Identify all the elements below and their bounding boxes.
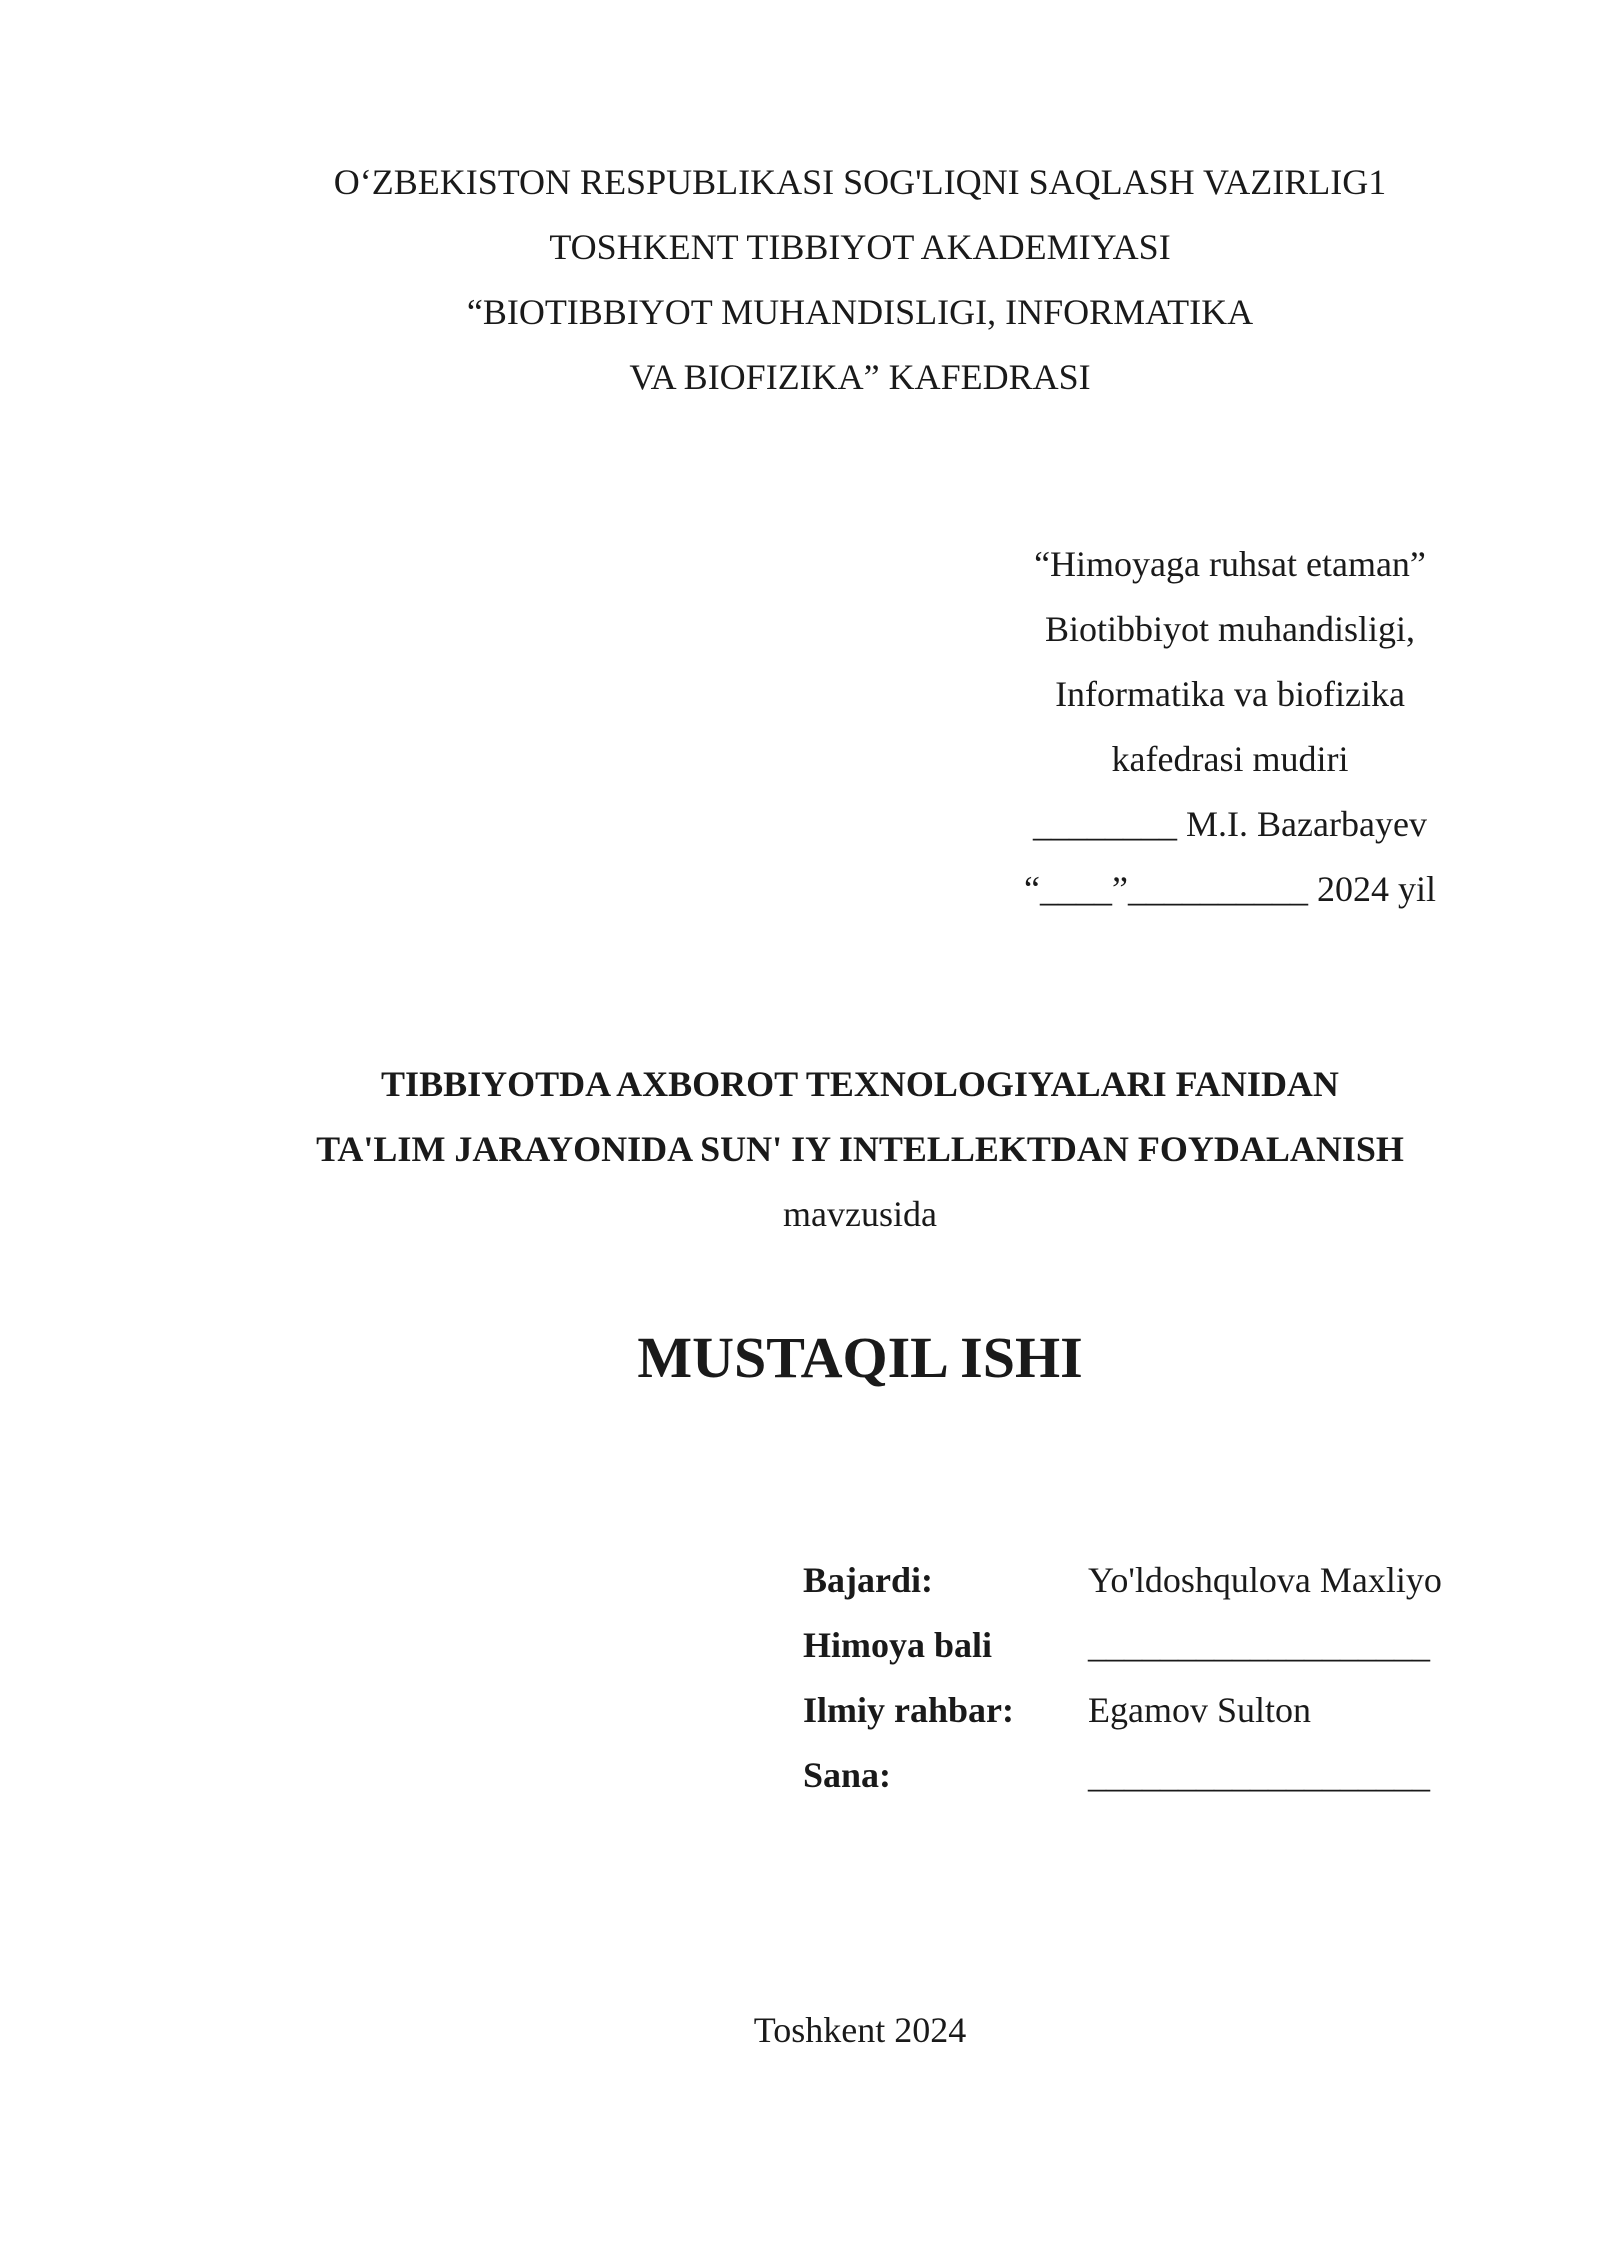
- info-label: Bajardi:: [803, 1560, 933, 1600]
- info-table: [803, 1548, 1442, 1808]
- ministry-line: O‘ZBEKISTON RESPUBLIKASI SOG'LIQNI SAQLASH VAZIRLIG1: [333, 162, 1387, 202]
- department-line-2: VA BIOFIZIKA” KAFEDRASI: [629, 357, 1091, 397]
- approval-line-4: kafedrasi mudiri: [1111, 739, 1349, 779]
- work-title: MUSTAQIL ISHI: [637, 1325, 1083, 1390]
- approval-block: [1010, 532, 1450, 922]
- info-row-date: [803, 1743, 1442, 1808]
- info-row-supervisor: [803, 1678, 1442, 1743]
- info-value: ___________________: [1088, 1755, 1430, 1795]
- info-value: Yo'ldoshqulova Maxliyo: [1088, 1560, 1442, 1600]
- topic-block: [0, 1052, 1600, 1247]
- info-value: ___________________: [1088, 1625, 1430, 1665]
- info-row-performer: [803, 1548, 1442, 1613]
- subject-line: TIBBIYOTDA AXBOROT TEXNOLOGIYALARI FANIDAN: [381, 1064, 1339, 1104]
- topic-suffix: mavzusida: [783, 1194, 937, 1234]
- approval-line-3: Informatika va biofizika: [1055, 674, 1405, 714]
- info-label: Himoya bali: [803, 1625, 993, 1665]
- info-value: Egamov Sulton: [1088, 1690, 1311, 1730]
- department-line-1: “BIOTIBBIYOT MUHANDISLIGI, INFORMATIKA: [466, 292, 1254, 332]
- institution-header: [0, 150, 1600, 410]
- info-label: Ilmiy rahbar:: [803, 1690, 1014, 1730]
- city-year-footer: Toshkent 2024: [753, 2010, 967, 2050]
- topic-title: TA'LIM JARAYONIDA SUN' IY INTELLEKTDAN FOYDALANISH: [316, 1129, 1404, 1169]
- info-row-grade: [803, 1613, 1442, 1678]
- academy-line: TOSHKENT TIBBIYOT AKADEMIYASI: [549, 227, 1171, 267]
- approval-date: “____”__________ 2024 yil: [1024, 869, 1436, 909]
- approval-line-2: Biotibbiyot muhandisligi,: [1044, 609, 1416, 649]
- approval-signature: ________ M.I. Bazarbayev: [1033, 804, 1427, 844]
- info-label: Sana:: [803, 1755, 892, 1795]
- approval-line-1: “Himoyaga ruhsat etaman”: [1034, 544, 1426, 584]
